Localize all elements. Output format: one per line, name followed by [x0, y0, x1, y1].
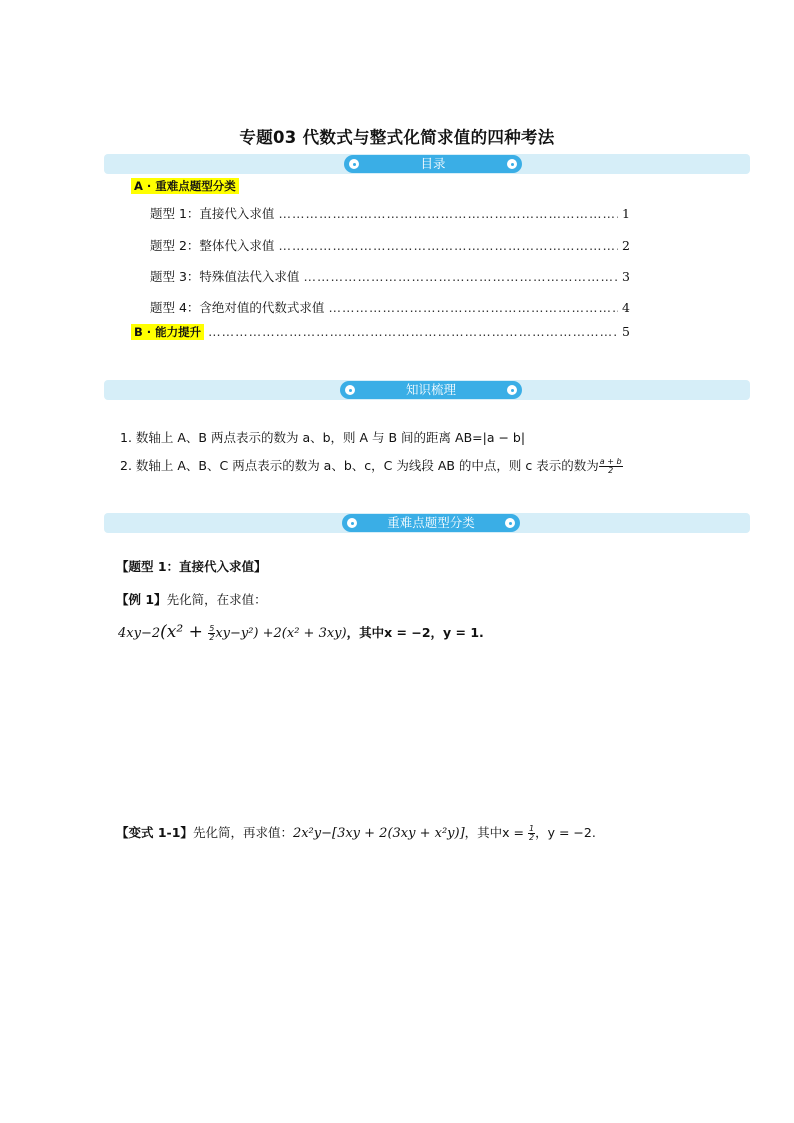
- ring-icon: [347, 518, 357, 528]
- fraction-numerator: 1: [529, 824, 535, 833]
- section-pill-knowledge: [340, 381, 522, 399]
- toc-item-2[interactable]: [150, 236, 630, 254]
- example-text: 先化简，在求值：: [166, 592, 267, 607]
- section-title-toc: 目录: [420, 156, 446, 171]
- toc-part-b[interactable]: [131, 324, 630, 340]
- fraction-numerator: a + b: [599, 457, 622, 466]
- toc-item-page: 2: [622, 238, 630, 253]
- variant-condition: ，y = −2.: [535, 825, 596, 840]
- toc-item-label: 题型 1：直接代入求值: [150, 206, 275, 221]
- toc-item-page: 3: [622, 269, 630, 284]
- ring-icon: [345, 385, 355, 395]
- toc-part-a[interactable]: A · 重难点题型分类: [131, 178, 239, 194]
- ring-icon: [507, 159, 517, 169]
- section-pill-types: [342, 514, 520, 532]
- toc-leader: [278, 238, 618, 253]
- expr-part: 4xy−2: [118, 626, 161, 641]
- knowledge-point-2: [120, 456, 623, 475]
- section-band-toc: [104, 154, 750, 174]
- variant-1-1: [116, 823, 596, 842]
- section-title-types: 重难点题型分类: [387, 515, 475, 530]
- section-band-types: [104, 513, 750, 533]
- toc-leader: [278, 206, 618, 221]
- toc-item-4[interactable]: [150, 298, 630, 316]
- variant-tag: 【变式 1-1】: [116, 825, 193, 840]
- expr-condition: ，其中x = −2，y = 1.: [346, 625, 484, 640]
- section-band-knowledge: [104, 380, 750, 400]
- variant-expression: 2x²y−[3xy + 2(3xy + x²y)]: [292, 826, 465, 841]
- fraction-denominator: 2: [529, 833, 535, 842]
- variant-text: 先化简，再求值：: [192, 825, 293, 840]
- toc-leader: [208, 324, 618, 339]
- ring-icon: [349, 159, 359, 169]
- toc-item-label: 题型 4：含绝对值的代数式求值: [150, 300, 325, 315]
- example-tag: 【例 1】: [116, 592, 167, 607]
- toc-part-b-label: B · 能力提升: [131, 324, 204, 340]
- toc-item-3[interactable]: [150, 267, 630, 285]
- expr-part: xy−y²) +2(x² + 3xy): [215, 626, 347, 641]
- toc-item-page: 1: [622, 206, 630, 221]
- toc-item-1[interactable]: [150, 204, 630, 222]
- toc-item-page: 4: [622, 300, 630, 315]
- fraction: [599, 458, 623, 475]
- variant-condition: ，其中x =: [464, 825, 528, 840]
- example-1: [116, 590, 267, 608]
- knowledge-point-1: 1. 数轴上 A、B 两点表示的数为 a、b，则 A 与 B 间的距离 AB=|a − b|: [120, 430, 526, 445]
- ring-icon: [505, 518, 515, 528]
- toc-item-label: 题型 3：特殊值法代入求值: [150, 269, 300, 284]
- expr-part: (x² +: [160, 622, 209, 642]
- toc-leader: [303, 269, 618, 284]
- toc-item-label: 题型 2：整体代入求值: [150, 238, 275, 253]
- knowledge-point-2-text: 2. 数轴上 A、B、C 两点表示的数为 a、b、c，C 为线段 AB 的中点，则 c 表示的数为: [120, 458, 599, 473]
- fraction-numerator: 5: [209, 624, 215, 633]
- section-pill-toc: [344, 155, 522, 173]
- toc-item-page: 5: [622, 324, 630, 339]
- page-title: 专题03 代数式与整式化简求值的四种考法: [239, 128, 555, 147]
- section-title-knowledge: 知识梳理: [405, 382, 456, 397]
- fraction-denominator: 2: [209, 633, 215, 642]
- example-1-expression: [118, 622, 484, 642]
- type1-heading: 【题型 1：直接代入求值】: [116, 559, 267, 574]
- ring-icon: [507, 385, 517, 395]
- fraction-denominator: 2: [608, 466, 614, 475]
- toc-leader: [328, 300, 618, 315]
